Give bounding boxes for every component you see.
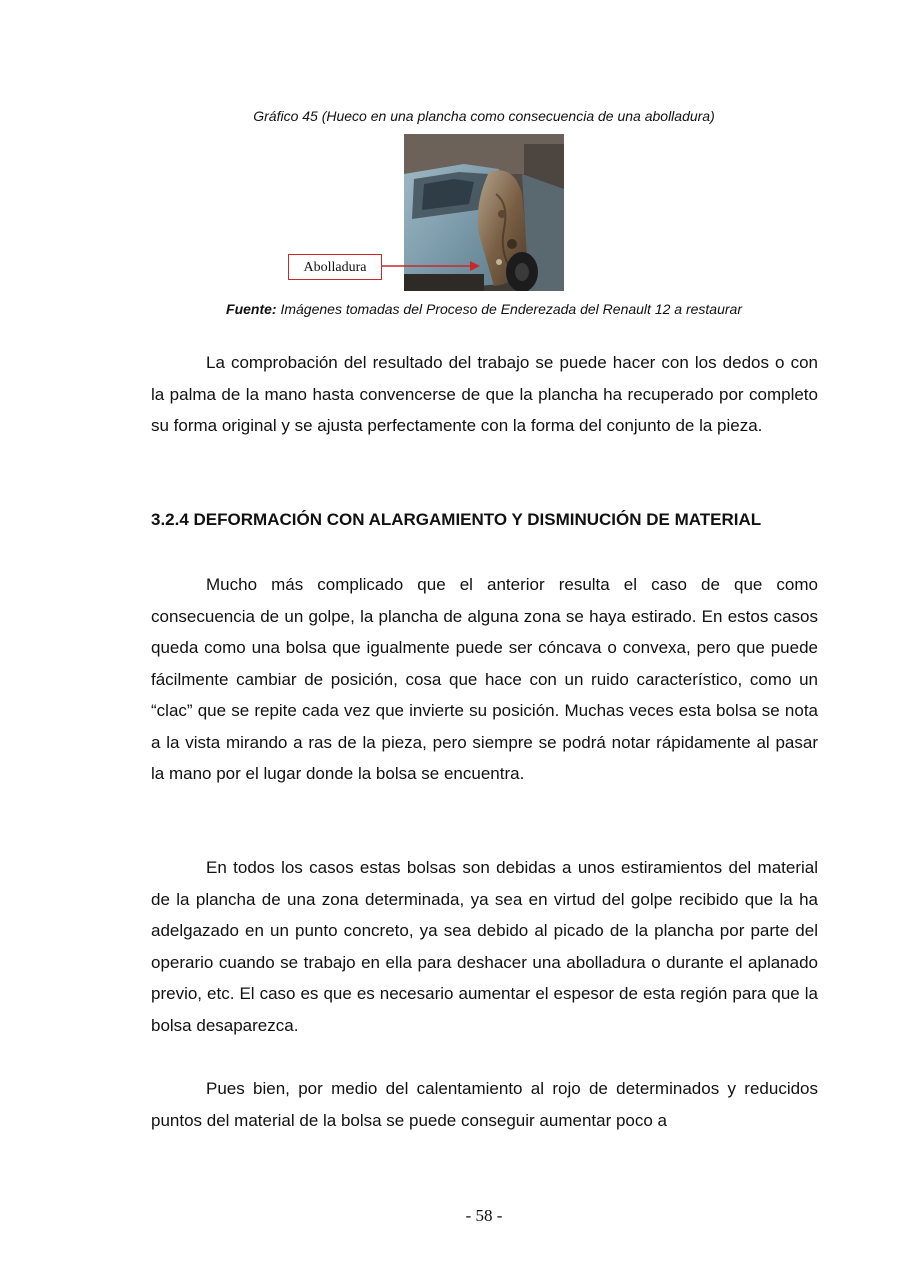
figure-source [0, 301, 905, 317]
page-number: - 58 - [465, 1206, 503, 1225]
paragraph-4: Pues bien, por medio del calentamiento al rojo de determinados y reducidos puntos del material de la bolsa se puede conseguir aumentar poco a [151, 1079, 818, 1130]
paragraph-3: En todos los casos estas bolsas son debidas a unos estiramientos del material de la plancha de una zona determinada, ya sea en virtud del golpe recibido que la ha adelgazado en un punto concreto, ya sea debido al picado de la plancha por parte del operario cuando se trabajo en ella para deshacer una abolladura o durante el aplanado previo, etc. El caso es que es necesario aumentar el espesor de esta región para que la bolsa desaparezca. [151, 858, 818, 1035]
paragraph-1: La comprobación del resultado del trabajo se puede hacer con los dedos o con la palma de la mano hasta convencerse de que la plancha ha recuperado por completo su forma original y se ajusta perfectamente con la forma del conjunto de la pieza. [151, 353, 818, 435]
dent-callout-label: Abolladura [288, 254, 382, 280]
source-label: Fuente: [226, 301, 277, 317]
section-heading: 3.2.4 DEFORMACIÓN CON ALARGAMIENTO Y DISMINUCIÓN DE MATERIAL [151, 510, 762, 529]
paragraph-2: Mucho más complicado que el anterior resulta el caso de que como consecuencia de un golpe, la plancha de alguna zona se haya estirado. En estos casos queda como una bolsa que igualmente puede ser cóncava o convexa, pero que puede fácilmente cambiar de posición, cosa que hace con un ruido característico, como un “clac” que se repite cada vez que invierte su posición. Muchas veces esta bolsa se nota a la vista mirando a ras de la pieza, pero siempre se podrá notar rápidamente al pasar la mano por el lugar donde la bolsa se encuentra. [151, 575, 818, 783]
source-text: Imágenes tomadas del Proceso de Enderezada del Renault 12 a restaurar [276, 301, 742, 317]
callout-arrow-icon [382, 258, 482, 274]
figure-caption: Gráfico 45 (Hueco en una plancha como consecuencia de una abolladura) [253, 108, 715, 124]
